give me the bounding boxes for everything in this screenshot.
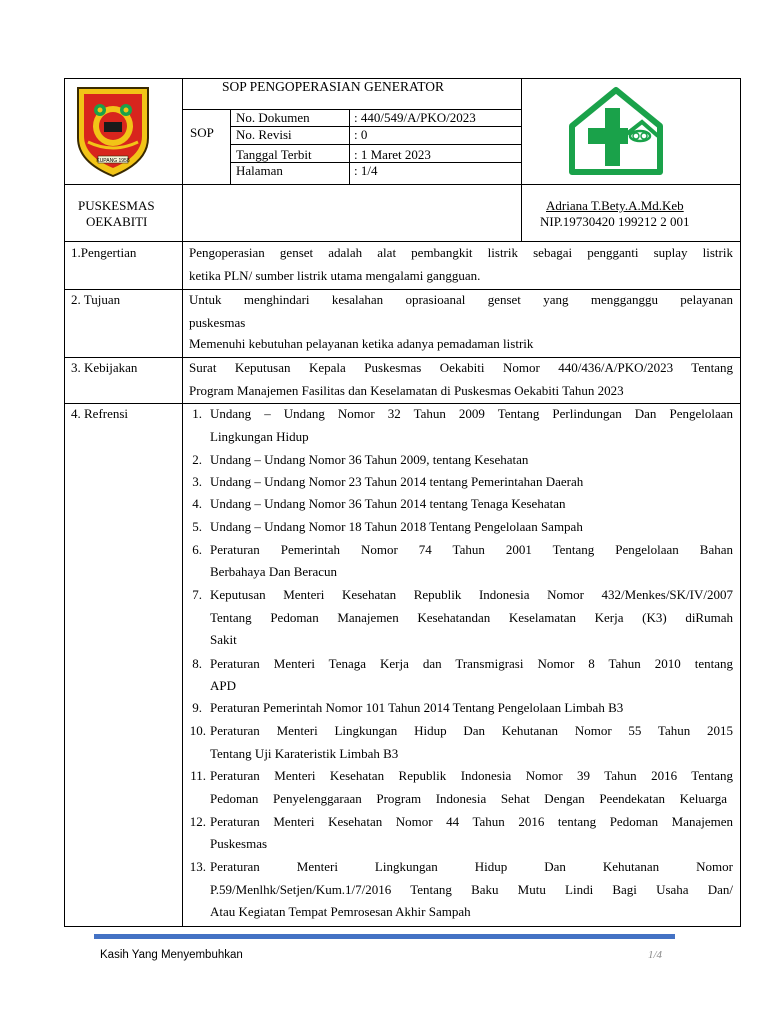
footer-bar bbox=[94, 934, 675, 939]
kebijakan-line-1: Surat Keputusan Kepala Puskesmas Oekabiti Nomor 440/436/A/PKO/2023 Tentang bbox=[189, 360, 733, 375]
field-label-tanggal-terbit: Tanggal Terbit bbox=[236, 147, 312, 162]
tujuan-line-2: puskesmas bbox=[189, 315, 246, 330]
ref-line: Peraturan Pemerintah Nomor 74 Tahun 2001 Tentang Pengelolaan Bahan bbox=[210, 542, 733, 557]
org-name-line2: OEKABITI bbox=[86, 214, 148, 229]
ref-number: 2. bbox=[192, 452, 202, 467]
tujuan-line-1: Untuk menghindari kesalahan oprasioanal genset yang mengganggu pelayanan bbox=[189, 292, 733, 307]
signer-nip: NIP.19730420 199212 2 001 bbox=[540, 214, 690, 229]
field-value-no-revisi: : 0 bbox=[354, 127, 368, 142]
ref-line: Puskesmas bbox=[210, 836, 268, 851]
kebijakan-line-2: Program Manajemen Fasilitas dan Keselamatan di Puskesmas Oekabiti Tahun 2023 bbox=[189, 383, 624, 398]
ref-number: 12. bbox=[189, 814, 206, 829]
field-label-no-revisi: No. Revisi bbox=[236, 127, 292, 142]
section-label-tujuan: 2. Tujuan bbox=[71, 292, 121, 307]
sop-label: SOP bbox=[190, 125, 214, 140]
ref-line: Undang – Undang Nomor 18 Tahun 2018 Tentang Pengelolaan Sampah bbox=[210, 519, 583, 534]
ref-line: Peraturan Menteri Tenaga Kerja dan Transmigrasi Nomor 8 Tahun 2010 tentang bbox=[210, 656, 733, 671]
ref-line: Sakit bbox=[210, 632, 237, 647]
ref-number: 13. bbox=[189, 859, 206, 874]
section-label-pengertian: 1.Pengertian bbox=[71, 245, 137, 260]
ref-line: Peraturan Pemerintah Nomor 101 Tahun 2014 Tentang Pengelolaan Limbah B3 bbox=[210, 700, 624, 715]
ref-number: 5. bbox=[192, 519, 202, 534]
pengertian-line-2: ketika PLN/ sumber listrik utama mengalami gangguan. bbox=[189, 268, 481, 283]
ref-line: P.59/Menlhk/Setjen/Kum.1/7/2016 Tentang Baku Mutu Lindi Bagi Usaha Dan/ bbox=[210, 882, 733, 897]
field-value-halaman: : 1/4 bbox=[354, 163, 378, 178]
ref-number: 8. bbox=[192, 656, 202, 671]
ref-line: Undang – Undang Nomor 32 Tahun 2009 Tentang Perlindungan Dan Pengelolaan bbox=[210, 406, 733, 421]
field-label-halaman: Halaman bbox=[236, 163, 283, 178]
svg-text:KUPANG 1958: KUPANG 1958 bbox=[96, 158, 130, 164]
ref-line: Undang – Undang Nomor 36 Tahun 2014 tentang Tenaga Kesehatan bbox=[210, 496, 566, 511]
org-name-line1: PUSKESMAS bbox=[78, 198, 155, 213]
ref-number: 3. bbox=[192, 474, 202, 489]
ref-line: Peraturan Menteri Kesehatan Nomor 44 Tahun 2016 tentang Pedoman Manajemen bbox=[210, 814, 733, 829]
ref-number: 4. bbox=[192, 496, 202, 511]
ref-line: Tentang Uji Karateristik Limbah B3 bbox=[210, 746, 399, 761]
ref-line: Pedoman Penyelenggaraan Program Indonesia Sehat Dengan Peendekatan Keluarga bbox=[210, 791, 727, 806]
ref-line: Atau Kegiatan Tempat Pemrosesan Akhir Sampah bbox=[210, 904, 471, 919]
puskesmas-logo bbox=[568, 86, 664, 176]
ref-line: Peraturan Menteri Lingkungan Hidup Dan Kehutanan Nomor bbox=[210, 859, 733, 874]
field-value-tanggal-terbit: : 1 Maret 2023 bbox=[354, 147, 431, 162]
section-label-kebijakan: 3. Kebijakan bbox=[71, 360, 138, 375]
ref-number: 6. bbox=[192, 542, 202, 557]
ref-number: 10. bbox=[189, 723, 206, 738]
ref-line: Lingkungan Hidup bbox=[210, 429, 309, 444]
ref-number: 1. bbox=[192, 406, 202, 421]
section-label-refrensi: 4. Refrensi bbox=[71, 406, 129, 421]
ref-line: Berbahaya Dan Beracun bbox=[210, 564, 338, 579]
kupang-regency-logo bbox=[68, 80, 158, 178]
sop-title: SOP PENGOPERASIAN GENERATOR bbox=[222, 79, 445, 94]
ref-number: 7. bbox=[192, 587, 202, 602]
ref-line: Undang – Undang Nomor 36 Tahun 2009, tentang Kesehatan bbox=[210, 452, 529, 467]
field-value-no-dokumen: : 440/549/A/PKO/2023 bbox=[354, 110, 476, 125]
tujuan-line-3: Memenuhi kebutuhan pelayanan ketika adanya pemadaman listrik bbox=[189, 336, 534, 351]
ref-number: 9. bbox=[192, 700, 202, 715]
ref-line: Peraturan Menteri Lingkungan Hidup Dan Kehutanan Nomor 55 Tahun 2015 bbox=[210, 723, 733, 738]
pengertian-line-1: Pengoperasian genset adalah alat pembangkit listrik sebagai pengganti suplay listrik bbox=[189, 245, 733, 260]
signer-name: Adriana T.Bety.A.Md.Keb bbox=[546, 198, 684, 213]
footer-page-number: 1/4 bbox=[648, 949, 663, 961]
field-label-no-dokumen: No. Dokumen bbox=[236, 110, 310, 125]
ref-line: Keputusan Menteri Kesehatan Republik Indonesia Nomor 432/Menkes/SK/IV/2007 bbox=[210, 587, 733, 602]
ref-line: Tentang Pedoman Manajemen Kesehatandan Keselamatan Kerja (K3) diRumah bbox=[210, 610, 733, 625]
footer-motto: Kasih Yang Menyembuhkan bbox=[100, 949, 243, 961]
ref-line: Undang – Undang Nomor 23 Tahun 2014 tentang Pemerintahan Daerah bbox=[210, 474, 584, 489]
ref-number: 11. bbox=[190, 768, 206, 783]
ref-line: APD bbox=[210, 678, 237, 693]
ref-line: Peraturan Menteri Kesehatan Republik Indonesia Nomor 39 Tahun 2016 Tentang bbox=[210, 768, 733, 783]
